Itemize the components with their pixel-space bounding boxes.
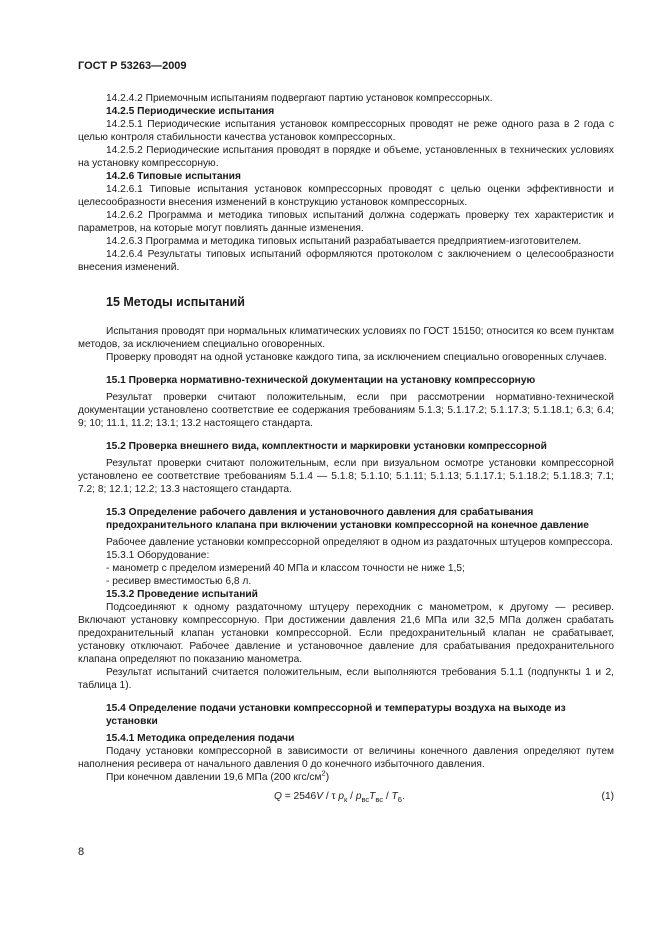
para-14-2-5-1: 14.2.5.1 Периодические испытания установок компрессорных проводят не реже одного раза в 2 года с целью контроля стабильности качества установок компрессорных. (78, 119, 614, 143)
para-15-3-result: Результат испытаний считается положительным, если выполняются требования 5.1.1 (подпункты 1 и 2, таблица 1). (78, 667, 614, 691)
formula-number: (1) (601, 791, 614, 802)
list-item: - манометр с пределом измерений 40 МПа и классом точности не ниже 1,5; (106, 563, 465, 574)
para-15-4-1: Подачу установки компрессорной в зависимости от величины конечного давления определяют путем наполнения ресивера от начального давления 0 до конечного избыточного давления. (78, 746, 614, 770)
list-item: - ресивер вместимостью 6,8 л. (106, 576, 252, 587)
para-15-intro-2: Проверку проводят на одной установке каждого типа, за исключением специально оговоренных случаев. (106, 352, 607, 363)
heading-15-2: 15.2 Проверка внешнего вида, комплектности и маркировки установки компрессорной (106, 441, 547, 452)
heading-15-4: 15.4 Определение подачи установки компрессорной и температуры воздуха на выходе из установки (106, 703, 566, 727)
heading-15-1: 15.1 Проверка нормативно-технической документации на установку компрессорную (106, 375, 536, 386)
page-number: 8 (78, 846, 85, 858)
heading-15-3: 15.3 Определение рабочего давления и установочного давления для срабатывания предохранительного клапана при включении установки компрессорной на конечное давление (106, 507, 589, 531)
heading-15-4-1: 15.4.1 Методика определения подачи (106, 733, 295, 744)
para-15-1: Результат проверки считают положительным, если при рассмотрении нормативно-технической документации установлено соответствие ее содержания требованиям 5.1.3; 5.1.17.2; 5.1.17.3; 5.1.18.1; 6.3; 6.4; 9; 10; 11.1, 11.2; 13.1; 13.2 настоящего стандарта. (78, 392, 614, 429)
para-14-2-6-4: 14.2.6.4 Результаты типовых испытаний оформляются протоколом с заключением о целесообразности внесения изменений. (78, 249, 614, 273)
para-14-2-6-1: 14.2.6.1 Типовые испытания установок компрессорных проводят с целью оценки эффективности и целесообразности внесения изменений в конструкцию установок компрессорных. (78, 184, 614, 208)
heading-14-2-6: 14.2.6 Типовые испытания (106, 171, 241, 182)
para-14-2-5-2: 14.2.5.2 Периодические испытания проводят в порядке и объеме, установленных в технических условиях на установку компрессорную. (78, 145, 614, 169)
para-15-3-2: Подсоединяют к одному раздаточному штуцеру переходник с манометром, к другому — ресивер. Включают установку компрессорную. При достижении давления 21,6 МПа или 32,5 МПа должен срабатать предохранительный клапан установки компрессорной. Если предохранительный клапан не срабатывает, установку отключают. Рабочее давление и установочное давление для срабатывания предохранительного клапана определяют по показанию манометра. (78, 602, 614, 665)
page-body (78, 92, 614, 806)
para-14-2-6-3: 14.2.6.3 Программа и методика типовых испытаний разрабатывается предприятием-изготовителем. (106, 236, 582, 247)
heading-14-2-5: 14.2.5 Периодические испытания (106, 106, 275, 117)
para-14-2-6-2: 14.2.6.2 Программа и методика типовых испытаний должна содержать проверку тех характеристик и параметров, на которые могут повлиять данные изменения. (78, 210, 614, 234)
para-15-intro-1: Испытания проводят при нормальных климатических условиях по ГОСТ 15150; относится ко всем пунктам методов, за исключением специально оговоренных. (78, 326, 614, 350)
section-15-title: 15 Методы испытаний (106, 295, 245, 309)
formula-1 (78, 790, 614, 806)
para-15-3-1: 15.3.1 Оборудование: (106, 550, 210, 561)
formula-expression: Q = 2546V / τ $p_к / p_{вс}T_{вс} / T_6$. (274, 791, 405, 805)
para-15-2: Результат проверки считают положительным, если при визуальном осмотре установки компрессорной установлено ее соответствие требованиям 5.1.4 — 5.1.8; 5.1.10; 5.1.11; 5.1.13; 5.1.17.1; 5.1.18.2; 5.1.18.3; 7.1; 7.2; 8; 12.1; 12.2; 13.3 настоящего стандарта. (78, 458, 614, 495)
para-14-2-4-2: 14.2.4.2 Приемочным испытаниям подвергают партию установок компрессорных. (106, 93, 493, 104)
para-15-4-1b: При конечном давлении 19,6 МПа (200 кгс/$см^2$) (106, 768, 330, 783)
para-15-3: Рабочее давление установки компрессорной определяют в одном из раздаточных штуцеров компрессора. (106, 537, 613, 548)
heading-15-3-2: 15.3.2 Проведение испытаний (106, 589, 258, 600)
document-header: ГОСТ Р 53263—2009 (78, 60, 187, 72)
